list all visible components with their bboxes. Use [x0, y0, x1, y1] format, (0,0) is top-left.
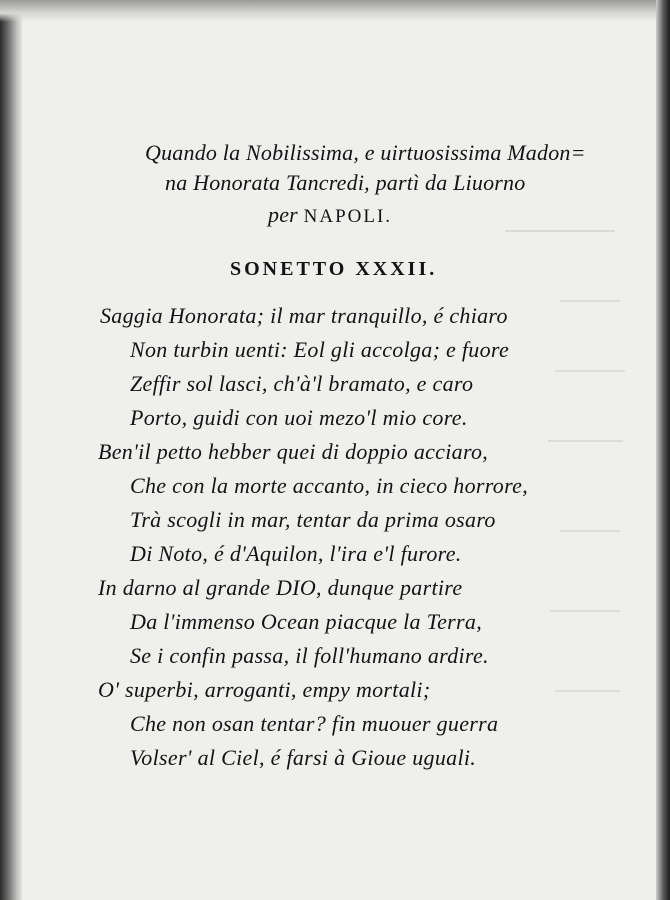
- page-right-edge: [656, 0, 670, 900]
- verse-line: Da l'immenso Ocean piacque la Terra,: [130, 609, 482, 634]
- sonnet-title: SONETTO XXXII.: [230, 258, 438, 280]
- heading-line-3: [268, 202, 392, 228]
- bleed-through-mark: [550, 610, 620, 612]
- bleed-through-mark: [548, 440, 623, 442]
- verse-line: In darno al grande DIO, dunque partire: [98, 575, 463, 600]
- bleed-through-mark: [560, 300, 620, 302]
- verse-line: Se i confin passa, il foll'humano ardire.: [130, 643, 489, 668]
- bleed-through-mark: [555, 690, 620, 692]
- verse-line: Zeffir sol lasci, ch'à'l bramato, e caro: [130, 371, 474, 396]
- verse-line: O' superbi, arroganti, empy mortali;: [98, 677, 431, 702]
- verse-line: Volser' al Ciel, é farsi à Gioue uguali.: [130, 745, 477, 770]
- page-binding-shadow: [0, 0, 22, 900]
- heading-line-1: Quando la Nobilissima, e uirtuosissima Madon=: [145, 140, 586, 165]
- verse-line: Trà scogli in mar, tentar da prima osaro: [130, 507, 496, 532]
- bleed-through-mark: [560, 530, 620, 532]
- verse-line: Ben'il petto hebber quei di doppio acciaro,: [98, 439, 489, 464]
- verse-line: Che con la morte accanto, in cieco horrore,: [130, 473, 529, 498]
- verse-line: Saggia Honorata; il mar tranquillo, é chiaro: [100, 303, 508, 328]
- page-top-shadow: [0, 0, 670, 22]
- heading-line-3-prefix: per: [268, 202, 298, 227]
- heading-city: NAPOLI.: [303, 206, 393, 227]
- heading-line-2: na Honorata Tancredi, partì da Liuorno: [165, 170, 526, 195]
- verse-line: Non turbin uenti: Eol gli accolga; e fuore: [130, 337, 510, 362]
- verse-line: Di Noto, é d'Aquilon, l'ira e'l furore.: [130, 541, 462, 566]
- bleed-through-mark: [555, 370, 625, 372]
- verse-line: Che non osan tentar? fin muouer guerra: [130, 711, 499, 736]
- bleed-through-mark: [505, 230, 615, 232]
- verse-line: Porto, guidi con uoi mezo'l mio core.: [130, 405, 468, 430]
